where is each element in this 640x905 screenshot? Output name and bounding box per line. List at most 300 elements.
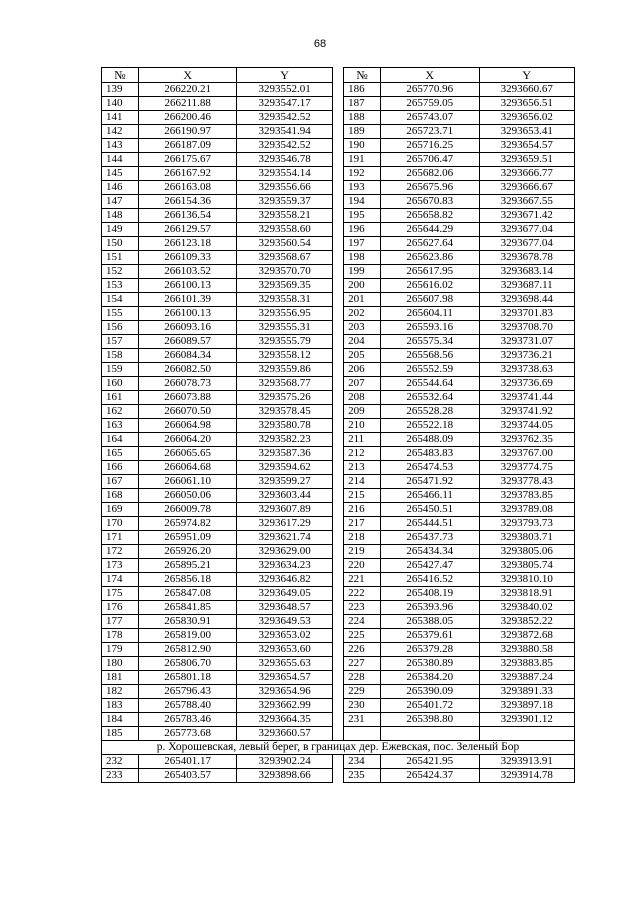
point-number: 186 [344, 83, 381, 97]
y-value: 3293774.75 [479, 461, 575, 475]
point-number: 140 [102, 97, 139, 111]
point-number: 163 [102, 419, 139, 433]
y-value: 3293617.29 [237, 517, 332, 531]
point-number [344, 727, 381, 741]
column-gap [332, 251, 343, 265]
column-gap [332, 727, 343, 741]
y-value: 3293662.99 [237, 699, 332, 713]
x-value: 265416.52 [381, 573, 479, 587]
table-row [102, 209, 575, 223]
x-value: 265788.40 [138, 699, 236, 713]
column-gap [332, 461, 343, 475]
x-value: 265895.21 [138, 559, 236, 573]
x-value: 266123.18 [138, 237, 236, 251]
point-number: 207 [344, 377, 381, 391]
y-value: 3293555.31 [237, 321, 332, 335]
column-gap [332, 97, 343, 111]
y-value: 3293744.05 [479, 419, 575, 433]
point-number: 157 [102, 335, 139, 349]
x-value: 266070.50 [138, 405, 236, 419]
x-value: 266050.06 [138, 489, 236, 503]
x-value: 265488.09 [381, 433, 479, 447]
y-value: 3293556.95 [237, 307, 332, 321]
column-gap [332, 209, 343, 223]
column-gap [332, 195, 343, 209]
point-number: 181 [102, 671, 139, 685]
column-gap [332, 489, 343, 503]
y-value: 3293687.11 [479, 279, 575, 293]
point-number: 183 [102, 699, 139, 713]
y-value: 3293653.41 [479, 125, 575, 139]
x-value: 265716.25 [381, 139, 479, 153]
table-row [102, 335, 575, 349]
table-row [102, 97, 575, 111]
point-number: 190 [344, 139, 381, 153]
point-number: 232 [102, 755, 139, 769]
table-row [102, 419, 575, 433]
point-number: 147 [102, 195, 139, 209]
x-value: 266190.97 [138, 125, 236, 139]
column-gap [332, 699, 343, 713]
table-row [102, 111, 575, 125]
table-row [102, 153, 575, 167]
column-gap [332, 83, 343, 97]
table-row [102, 391, 575, 405]
point-number: 234 [344, 755, 381, 769]
y-value: 3293558.31 [237, 293, 332, 307]
y-value: 3293649.05 [237, 587, 332, 601]
table-row [102, 377, 575, 391]
y-value: 3293698.44 [479, 293, 575, 307]
point-number: 162 [102, 405, 139, 419]
y-value: 3293587.36 [237, 447, 332, 461]
y-value: 3293607.89 [237, 503, 332, 517]
point-number: 231 [344, 713, 381, 727]
x-value: 265384.20 [381, 671, 479, 685]
y-value: 3293655.63 [237, 657, 332, 671]
point-number: 154 [102, 293, 139, 307]
x-value: 265379.61 [381, 629, 479, 643]
y-value: 3293738.63 [479, 363, 575, 377]
column-gap [332, 181, 343, 195]
x-value: 266100.13 [138, 307, 236, 321]
y-value: 3293558.21 [237, 209, 332, 223]
column-gap [332, 321, 343, 335]
point-number: 144 [102, 153, 139, 167]
y-value: 3293701.83 [479, 307, 575, 321]
table-row [102, 629, 575, 643]
point-number: 150 [102, 237, 139, 251]
x-value: 266064.98 [138, 419, 236, 433]
y-value: 3293767.00 [479, 447, 575, 461]
y-value: 3293664.35 [237, 713, 332, 727]
x-value: 265421.95 [381, 755, 479, 769]
x-value: 266187.09 [138, 139, 236, 153]
y-value: 3293667.55 [479, 195, 575, 209]
point-number: 210 [344, 419, 381, 433]
x-value: 265532.64 [381, 391, 479, 405]
x-value: 266089.57 [138, 335, 236, 349]
point-number: 177 [102, 615, 139, 629]
x-value: 265408.19 [381, 587, 479, 601]
table-row [102, 237, 575, 251]
point-number: 200 [344, 279, 381, 293]
table-row [102, 363, 575, 377]
point-number: 166 [102, 461, 139, 475]
y-value: 3293654.57 [237, 671, 332, 685]
point-number: 189 [344, 125, 381, 139]
point-number: 160 [102, 377, 139, 391]
x-value: 265926.20 [138, 545, 236, 559]
point-number: 187 [344, 97, 381, 111]
point-number: 217 [344, 517, 381, 531]
column-gap [332, 545, 343, 559]
x-value: 265830.91 [138, 615, 236, 629]
y-value: 3293568.67 [237, 251, 332, 265]
y-value: 3293542.52 [237, 111, 332, 125]
y-value: 3293803.71 [479, 531, 575, 545]
column-gap [332, 629, 343, 643]
table-row [102, 657, 575, 671]
table-row [102, 517, 575, 531]
point-number: 141 [102, 111, 139, 125]
y-value: 3293762.35 [479, 433, 575, 447]
y-value: 3293683.14 [479, 265, 575, 279]
x-value: 265806.70 [138, 657, 236, 671]
table-row [102, 573, 575, 587]
point-number: 193 [344, 181, 381, 195]
y-value: 3293556.66 [237, 181, 332, 195]
y-value: 3293568.77 [237, 377, 332, 391]
column-gap [332, 503, 343, 517]
table-row [102, 279, 575, 293]
y-value: 3293558.12 [237, 349, 332, 363]
y-value: 3293569.35 [237, 279, 332, 293]
table-row [102, 167, 575, 181]
point-number: 168 [102, 489, 139, 503]
column-gap [332, 685, 343, 699]
point-number: 212 [344, 447, 381, 461]
point-number: 176 [102, 601, 139, 615]
y-value: 3293783.85 [479, 489, 575, 503]
y-value: 3293546.78 [237, 153, 332, 167]
table-body [102, 83, 575, 741]
x-value: 266220.21 [138, 83, 236, 97]
point-number: 192 [344, 167, 381, 181]
x-value: 265568.56 [381, 349, 479, 363]
column-gap [332, 447, 343, 461]
column-gap [332, 755, 343, 769]
x-value: 265951.09 [138, 531, 236, 545]
point-number: 182 [102, 685, 139, 699]
coordinates-table [101, 67, 575, 783]
x-value: 265437.73 [381, 531, 479, 545]
column-gap [332, 279, 343, 293]
y-value: 3293578.45 [237, 405, 332, 419]
point-number: 170 [102, 517, 139, 531]
y-value: 3293883.85 [479, 657, 575, 671]
y-value [479, 727, 575, 741]
y-value: 3293736.21 [479, 349, 575, 363]
y-value: 3293542.52 [237, 139, 332, 153]
column-gap [332, 391, 343, 405]
y-value: 3293898.66 [237, 769, 332, 783]
x-value: 265616.02 [381, 279, 479, 293]
column-gap [332, 335, 343, 349]
table-row [102, 265, 575, 279]
y-value: 3293558.60 [237, 223, 332, 237]
x-value: 266129.57 [138, 223, 236, 237]
x-value: 265670.83 [381, 195, 479, 209]
point-number: 149 [102, 223, 139, 237]
point-number: 221 [344, 573, 381, 587]
column-gap [332, 671, 343, 685]
x-value: 265770.96 [381, 83, 479, 97]
point-number: 169 [102, 503, 139, 517]
point-number: 146 [102, 181, 139, 195]
y-value: 3293552.01 [237, 83, 332, 97]
point-number: 173 [102, 559, 139, 573]
column-gap [332, 587, 343, 601]
x-value: 266064.20 [138, 433, 236, 447]
header-number: № [102, 68, 139, 83]
x-value: 265575.34 [381, 335, 479, 349]
x-value: 265471.92 [381, 475, 479, 489]
x-value: 265401.72 [381, 699, 479, 713]
y-value: 3293789.08 [479, 503, 575, 517]
x-value: 266175.67 [138, 153, 236, 167]
point-number: 151 [102, 251, 139, 265]
column-gap [332, 307, 343, 321]
y-value: 3293678.78 [479, 251, 575, 265]
table-row [102, 321, 575, 335]
x-value: 265847.08 [138, 587, 236, 601]
y-value: 3293897.18 [479, 699, 575, 713]
point-number: 211 [344, 433, 381, 447]
table-row [102, 671, 575, 685]
point-number: 158 [102, 349, 139, 363]
x-value: 265801.18 [138, 671, 236, 685]
x-value: 265819.00 [138, 629, 236, 643]
column-gap [332, 349, 343, 363]
x-value: 265424.37 [381, 769, 479, 783]
page-number: 68 [313, 38, 327, 50]
y-value: 3293805.06 [479, 545, 575, 559]
table-row [102, 699, 575, 713]
table-row [102, 587, 575, 601]
x-value: 266163.08 [138, 181, 236, 195]
column-gap [332, 615, 343, 629]
point-number: 175 [102, 587, 139, 601]
point-number: 226 [344, 643, 381, 657]
x-value: 266103.52 [138, 265, 236, 279]
point-number: 220 [344, 559, 381, 573]
table-row [102, 125, 575, 139]
y-value: 3293805.74 [479, 559, 575, 573]
point-number: 167 [102, 475, 139, 489]
column-gap [332, 769, 343, 783]
table-row [102, 405, 575, 419]
column-gap [332, 419, 343, 433]
x-value: 265403.57 [138, 769, 236, 783]
table-row [102, 139, 575, 153]
y-value: 3293902.24 [237, 755, 332, 769]
x-value: 266064.68 [138, 461, 236, 475]
x-value: 265723.71 [381, 125, 479, 139]
point-number: 164 [102, 433, 139, 447]
column-gap [332, 601, 343, 615]
x-value: 266136.54 [138, 209, 236, 223]
y-value: 3293653.60 [237, 643, 332, 657]
y-value: 3293741.92 [479, 405, 575, 419]
table-row [102, 461, 575, 475]
table-header-row [102, 68, 575, 83]
point-number: 184 [102, 713, 139, 727]
x-value: 266167.92 [138, 167, 236, 181]
table-row [102, 251, 575, 265]
point-number: 191 [344, 153, 381, 167]
point-number: 219 [344, 545, 381, 559]
table-row [102, 643, 575, 657]
table-row [102, 475, 575, 489]
x-value: 265393.96 [381, 601, 479, 615]
point-number: 215 [344, 489, 381, 503]
point-number: 233 [102, 769, 139, 783]
point-number: 153 [102, 279, 139, 293]
column-gap [332, 167, 343, 181]
point-number: 195 [344, 209, 381, 223]
x-value [381, 727, 479, 741]
table-row [102, 755, 575, 769]
point-number: 222 [344, 587, 381, 601]
point-number: 172 [102, 545, 139, 559]
point-number: 179 [102, 643, 139, 657]
y-value: 3293852.22 [479, 615, 575, 629]
y-value: 3293872.68 [479, 629, 575, 643]
x-value: 265617.95 [381, 265, 479, 279]
x-value: 265604.11 [381, 307, 479, 321]
x-value: 265444.51 [381, 517, 479, 531]
y-value: 3293654.96 [237, 685, 332, 699]
y-value: 3293547.17 [237, 97, 332, 111]
table-row [102, 685, 575, 699]
y-value: 3293660.57 [237, 727, 332, 741]
table-row [102, 447, 575, 461]
y-value: 3293840.02 [479, 601, 575, 615]
table-row [102, 615, 575, 629]
x-value: 266065.65 [138, 447, 236, 461]
y-value: 3293660.67 [479, 83, 575, 97]
y-value: 3293648.57 [237, 601, 332, 615]
point-number: 214 [344, 475, 381, 489]
point-number: 185 [102, 727, 139, 741]
point-number: 229 [344, 685, 381, 699]
x-value: 265434.34 [381, 545, 479, 559]
column-gap [332, 517, 343, 531]
table-row [102, 433, 575, 447]
point-number: 171 [102, 531, 139, 545]
point-number: 199 [344, 265, 381, 279]
x-value: 265483.83 [381, 447, 479, 461]
x-value: 265544.64 [381, 377, 479, 391]
section-body [102, 741, 575, 783]
x-value: 265623.86 [381, 251, 479, 265]
column-gap [332, 713, 343, 727]
y-value: 3293708.70 [479, 321, 575, 335]
y-value: 3293541.94 [237, 125, 332, 139]
column-gap [332, 125, 343, 139]
point-number: 143 [102, 139, 139, 153]
point-number: 152 [102, 265, 139, 279]
y-value: 3293656.02 [479, 111, 575, 125]
y-value: 3293677.04 [479, 237, 575, 251]
column-gap [332, 531, 343, 545]
point-number: 228 [344, 671, 381, 685]
x-value: 266009.78 [138, 503, 236, 517]
table-row [102, 83, 575, 97]
x-value: 265401.17 [138, 755, 236, 769]
x-value: 265390.09 [381, 685, 479, 699]
x-value: 266154.36 [138, 195, 236, 209]
table-row [102, 293, 575, 307]
point-number: 174 [102, 573, 139, 587]
x-value: 265773.68 [138, 727, 236, 741]
point-number: 204 [344, 335, 381, 349]
point-number: 206 [344, 363, 381, 377]
point-number: 142 [102, 125, 139, 139]
table-row [102, 181, 575, 195]
column-gap [332, 377, 343, 391]
y-value: 3293555.79 [237, 335, 332, 349]
point-number: 213 [344, 461, 381, 475]
column-gap [332, 68, 343, 83]
x-value: 265427.47 [381, 559, 479, 573]
x-value: 265388.05 [381, 615, 479, 629]
y-value: 3293560.54 [237, 237, 332, 251]
x-value: 265682.06 [381, 167, 479, 181]
point-number: 161 [102, 391, 139, 405]
x-value: 265841.85 [138, 601, 236, 615]
header-number: № [344, 68, 381, 83]
point-number: 197 [344, 237, 381, 251]
point-number: 218 [344, 531, 381, 545]
point-number: 148 [102, 209, 139, 223]
y-value: 3293731.07 [479, 335, 575, 349]
y-value: 3293629.00 [237, 545, 332, 559]
x-value: 266082.50 [138, 363, 236, 377]
header-y: Y [479, 68, 575, 83]
point-number: 155 [102, 307, 139, 321]
table-row [102, 503, 575, 517]
table-row [102, 601, 575, 615]
x-value: 265796.43 [138, 685, 236, 699]
x-value: 265379.28 [381, 643, 479, 657]
x-value: 265812.90 [138, 643, 236, 657]
y-value: 3293554.14 [237, 167, 332, 181]
point-number: 194 [344, 195, 381, 209]
y-value: 3293671.42 [479, 209, 575, 223]
column-gap [332, 153, 343, 167]
point-number: 216 [344, 503, 381, 517]
column-gap [332, 475, 343, 489]
y-value: 3293666.77 [479, 167, 575, 181]
table-row [102, 349, 575, 363]
y-value: 3293778.43 [479, 475, 575, 489]
column-gap [332, 237, 343, 251]
x-value: 265627.64 [381, 237, 479, 251]
y-value: 3293580.78 [237, 419, 332, 433]
y-value: 3293818.91 [479, 587, 575, 601]
